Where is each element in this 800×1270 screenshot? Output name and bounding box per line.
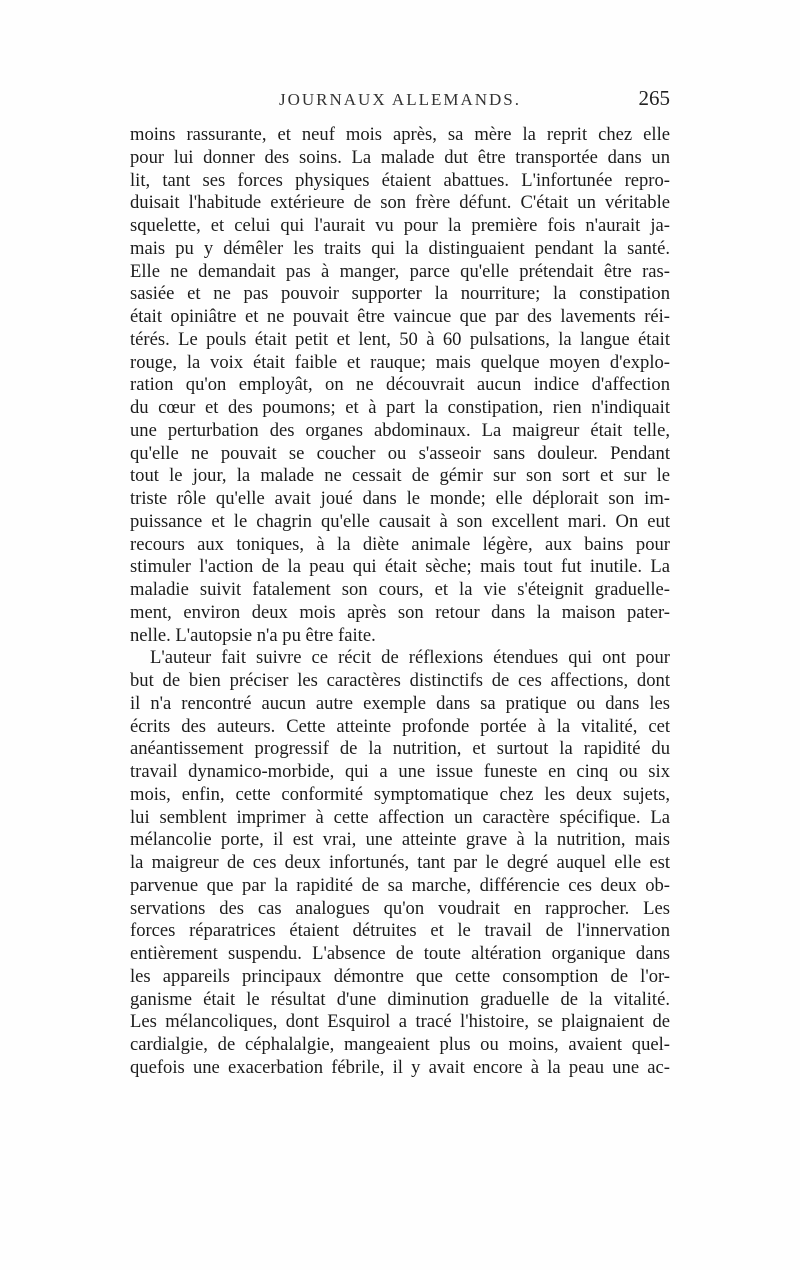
text-line: il n'a rencontré aucun autre exemple dans sa pratique ou dans les [130,692,670,714]
text-line: servations des cas analogues qu'on voudrait en rapprocher. Les [130,897,670,919]
text-line: travail dynamico-morbide, qui a une issue funeste en cinq ou six [130,761,670,782]
text-line: entièrement suspendu. L'absence de toute altération organique dans [130,943,670,964]
text-line: lit, tant ses forces physiques étaient abattues. L'infortunée repro- [130,169,670,191]
text-line: térés. Le pouls était petit et lent, 50 à 60 pulsations, la langue était [130,328,670,350]
text-line: ment, environ deux mois après son retour dans la maison pater- [130,601,670,623]
text-line: les appareils principaux démontre que cette consomption de l'or- [130,965,670,987]
text-line: Elle ne demandait pas à manger, parce qu'elle prétendait être ras- [130,260,670,282]
page-header [130,86,670,116]
text-line: anéantissement progressif de la nutrition, et surtout la rapidité du [130,738,670,760]
page-number: 265 [638,86,670,110]
text-line: tout le jour, la malade ne cessait de gémir sur son sort et sur le [130,465,670,487]
text-line: puissance et le chagrin qu'elle causait à son excellent mari. On eut [130,510,670,532]
text-line: quefois une exacerbation fébrile, il y avait encore à la peau une ac- [130,1056,670,1078]
text-line: rouge, la voix était faible et rauque; mais quelque moyen d'explo- [130,351,670,373]
text-line: la maigreur de ces deux infortunés, tant par le degré auquel elle est [130,852,670,873]
text-line: triste rôle qu'elle avait joué dans le monde; elle déplorait son im- [130,488,670,509]
text-line: but de bien préciser les caractères distinctifs de ces affections, dont [130,670,670,691]
text-line: Les mélancoliques, dont Esquirol a tracé l'histoire, se plaignaient de [130,1011,670,1033]
body-text [130,124,670,1080]
text-line: mois, enfin, cette conformité symptomatique chez les deux sujets, [130,783,670,805]
text-line: sasiée et ne pas pouvoir supporter la nourriture; la constipation [130,283,670,305]
text-line: moins rassurante, et neuf mois après, sa mère la reprit chez elle [130,124,670,145]
text-line: écrits des auteurs. Cette atteinte profonde portée à la vitalité, cet [130,715,670,737]
text-line: une perturbation des organes abdominaux. La maigreur était telle, [130,419,670,441]
text-line: qu'elle ne pouvait se coucher ou s'asseoir sans douleur. Pendant [130,442,670,464]
text-line: duisait l'habitude extérieure de son frère défunt. C'était un véritable [130,192,670,214]
text-line: cardialgie, de céphalalgie, mangeaient plus ou moins, avaient quel- [130,1034,670,1055]
text-line: parvenue que par la rapidité de sa marche, différencie ces deux ob- [130,874,670,896]
text-line: était opiniâtre et ne pouvait être vaincue que par des lavements réi- [130,306,670,327]
text-line: pour lui donner des soins. La malade dut être transportée dans un [130,146,670,168]
running-title: JOURNAUX ALLEMANDS. [278,90,521,109]
text-line: mais pu y démêler les traits qui la distinguaient pendant la santé. [130,237,670,259]
text-line: lui semblent imprimer à cette affection un caractère spécifique. La [130,806,670,828]
text-line: mélancolie porte, il est vrai, une atteinte grave à la nutrition, mais [130,829,670,851]
text-line: stimuler l'action de la peau qui était sèche; mais tout fut inutile. La [130,556,670,578]
text-line: nelle. L'autopsie n'a pu être faite. [130,624,376,646]
text-line: squelette, et celui qui l'aurait vu pour la première fois n'aurait ja- [130,215,670,236]
text-line: maladie suivit fatalement son cours, et la vie s'éteignit graduelle- [130,579,670,600]
text-line: forces réparatrices étaient détruites et le travail de l'innervation [130,920,670,942]
text-line: du cœur et des poumons; et à part la constipation, rien n'indiquait [130,397,670,418]
text-line: L'auteur fait suivre ce récit de réflexions étendues qui ont pour [150,647,670,669]
text-line: ganisme était le résultat d'une diminution graduelle de la vitalité. [130,988,670,1010]
text-line: recours aux toniques, à la diète animale légère, aux bains pour [130,533,670,555]
text-line: ration qu'on employât, on ne découvrait aucun indice d'affection [130,374,670,396]
